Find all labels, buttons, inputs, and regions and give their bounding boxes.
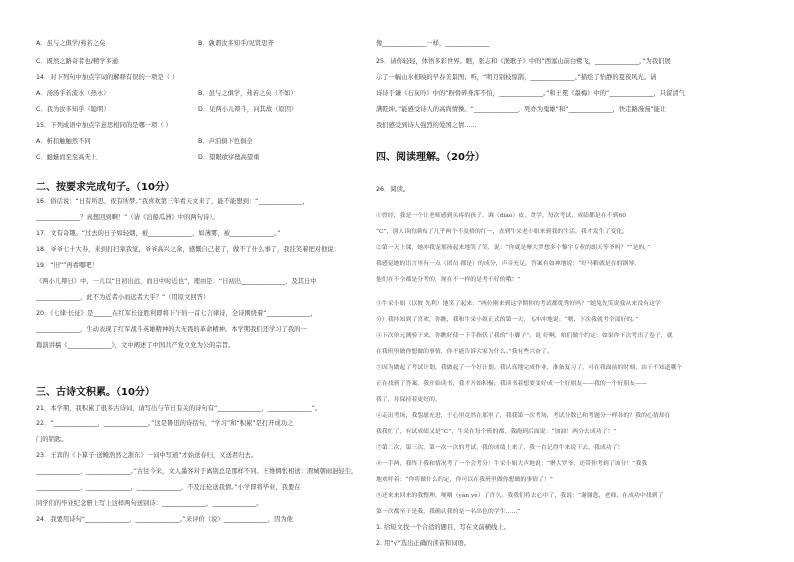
text-line: C．既然之路奇者也/精学多通 — [36, 58, 119, 65]
text-line: 同学们的毕业纪念册上写上这样两句送别诗：______________，______________。 — [36, 500, 263, 507]
text-line: B．孰谓汝多知乎/见贤思齐 — [198, 40, 274, 47]
text-line: 地欢呼着：“你将做什么约定，你可以在我班里做你想做的事情了！” — [376, 477, 553, 483]
text-line: 24．我要用诗句“______________，______________。”来评价（说）______________，因为他 — [36, 516, 293, 523]
text-line: 《两小儿辩日》中，一儿以“日初出远，而日中时近也”，理由是：“日初出______________，及其日中 — [36, 278, 317, 285]
text-line: ③牛采小姐（以彼 先利）地笑了起来：“两位刚来到这学期你的考试都优秀好吗？”她兔先笑说我从来没有这学 — [376, 301, 661, 307]
text-line: 26．阅读。 — [376, 186, 410, 193]
text-line: C．蜓蜒而至至高无上 — [36, 154, 98, 161]
text-line: A．汤汤乎若流水（热水） — [36, 90, 110, 97]
text-line: ______________？真想回到啊！”（请《泊船瓜洲》中的两句诗）。 — [36, 214, 219, 221]
text-line: ①曾经，我是一个让老师感到头疼的孩子，调（diào）皮、贪学、每次考试，成绩都是在不到60 — [376, 213, 626, 219]
text-line: 我感觉她的语言里有一点（团员 都是）的成分，声音充足。答案有如神地说：“好马粮就是在的钢琴， — [376, 261, 641, 267]
text-line: 篇演讲稿《______________》，文中阐述了中国共产党立党为公的宗旨。 — [36, 342, 235, 349]
text-line: 分）我挂知到了喜欢，你瞧，我和牛采小姐正式的第一天，飞冲冲地说：“嗯，下次我就考全部好的。” — [376, 317, 639, 323]
text-line: B．声泪俱下色俱全 — [198, 138, 253, 145]
text-line: 21．本学期，我积累了很多古诗词，请写出与节日有关的诗句有“______________，______________”。 — [36, 405, 322, 412]
text-line: 22．“______________，______________。”这是鲁迅的诗括句，“学习”和“积累”是打开成功之 — [36, 420, 294, 427]
text-line: “C”，别人读的满布了几乎两个不及格的红一，直到牛采老小姐来到我的生活。我才发生了变化。 — [376, 229, 629, 235]
text-line: ⑤因为做起了考试计划，我做起了一个好计划。我认真地完成作业，准备复习了，可在我面前的时刻，由于不知道哪个 — [376, 365, 683, 371]
text-line: 第一次都至于是我，我确认我的是一名出色的学生……” — [376, 509, 521, 515]
text-line: 23．王宾的《卜算子·送鲍浩然之浙东》一词中写道“才始送春归，又送君归去。 — [36, 452, 258, 459]
text-line: D．望眼欲穿德高望重 — [198, 154, 260, 161]
text-line: ⑧一手两，我终于我和情况考了一个会考分！牛采小姐大声地说：“聚大罗爷，还带你考到了该分！”我我 — [376, 461, 648, 467]
text-line: 我我忙了，有试成绩又是“C”，牛采在每个班的都，我跑到后面说：“加油！两分去成功了！” — [376, 429, 617, 435]
text-line: 诗诗于谦《石灰吟》中的“粉骨碎身浑不怕，______________。”和王冕《墨梅》中的“______________，只留清气 — [376, 90, 685, 97]
text-line: 15．下列成语中加点字意思相同的是哪一项（ ） — [36, 122, 172, 129]
text-line: 在我班里做你想做的事情，你不能告诉大家为什么。”我有些兴奋了。 — [376, 349, 553, 355]
text-line: ⑥走出考场，我怨愿充进，于心里竟然在那里了，我我第一次考场，考试分数已和考题分一样各的？我的心情却在 — [376, 413, 671, 419]
text-line: A．析扣触触然不同 — [36, 138, 91, 145]
text-line: D．见两小儿辩斗，问其故（原因） — [198, 106, 298, 113]
text-line: 20．《七律·长征》是______在红军长征胜利即将下午的一首七言律诗，全诗围绕着“______________， — [36, 310, 317, 317]
text-line: ⑦第二次，第三次，第一次一次的考试，我的成绩上来了，我一直记得牛来说下去，我成功了！ — [376, 445, 624, 451]
text-line: 示了一幅山水相映的早春美景图；听，“明月别枝惊鹊，______________。”描绘了怡静的夏夜风光。请 — [376, 74, 657, 81]
text-line: ②第一天上课，她冲我宠那扬起来地笑了笑，说：“你就是聚大罗想多个黎字专业的朗天等爷吗？”“是的。” — [376, 245, 651, 251]
text-line: 17．文有奇趣。“过去的日子如轻烟，被______________，如薄雾，被______________。” — [36, 230, 281, 237]
section-heading: 三、古诗文积累。（10分） — [36, 387, 155, 398]
text-line: 1. 给短文找一个合适的题目，写在文前横线上。 — [376, 524, 510, 531]
text-line: B．虽与之俱学，弗若之矣（不如） — [198, 90, 297, 97]
text-line: 像______________一样，______________ — [376, 40, 490, 47]
text-line: 14．对下列句中加点字词的解释有误的一项是（ ） — [36, 74, 179, 81]
section-heading: 四、阅读理解。（20分） — [376, 152, 485, 163]
text-line: 满乾坤。”能感受诗人的高尚情操。“______________，死亦为鬼雄”和“______________，快走路漫漫”能让 — [376, 106, 667, 113]
text-line: C．我为汝多知乎（聪明） — [36, 106, 110, 113]
text-line: ______________，______________。”古往今来，文人墨客对于离别总是那样不同。王维惆怅相送：渭城朝雨浥轻尘， — [36, 468, 358, 475]
text-line: 18．爷爷七十大寿，来到打扫家我觉，爷爷高兴之余，感慨自己老了，做不了什么事了，我挂笑着把对他说： — [36, 246, 340, 253]
text-line: 他们在不全都是分考的，现在不一样的是考不好的哦！” — [376, 277, 521, 283]
text-line: 16．俗话说：“日有所思，夜有所梦。”我喜欢第三年看天文来了，能不能想到：“______________， — [36, 198, 309, 205]
text-line: ⑨还来来回来的我整理，哽咽（yàn yè）了许久。我我们将去心中了，我说：“谢谢您，老师，在成功中找到了 — [376, 493, 664, 499]
text-line: 25．请你轻轻，体悟多彩世界。瞧，张志和《渔歌子》中的“西塞山前白鹭飞，______________。”为我们展 — [376, 58, 671, 65]
text-line: 我们感受到诗人强烈的爱国之情…… — [376, 122, 477, 129]
text-line: ______________，______________，______________，不及汪伦送我情。”小学即将毕业，我要在 — [36, 484, 301, 491]
section-heading: 二、按要求完成句子。（10分） — [36, 182, 175, 193]
text-line: A．虽与之俱学/弗若之矣 — [36, 40, 106, 47]
text-line: 正在找到了答案，我开始读书，我才开始积极。我读书着想要变好成一个好朋友——我的一个好朋友—— — [376, 381, 647, 387]
text-line: 2. 用“√”选出正确的读音和词语。 — [376, 540, 471, 547]
text-line: ④下次单元测验下来，你瞧好使一下手指伏了我的“小脚子”。说 好啊，咱们做个约定：如果你下次考出了卷子，就 — [376, 333, 673, 339]
text-line: 19．“旧””再看哪吧！ — [36, 262, 98, 269]
text-line: ______________，生动表现了红军战斗英雄精神的大无畏的革命精神。本学期我们还学习了我的一 — [36, 326, 307, 333]
text-line: 我了，并保持着更好的。 — [376, 397, 441, 403]
text-line: ______________，此不为近者小而远者大乎？”（用原文回答） — [36, 294, 210, 301]
text-line: 门的钥匙。 — [36, 436, 68, 443]
